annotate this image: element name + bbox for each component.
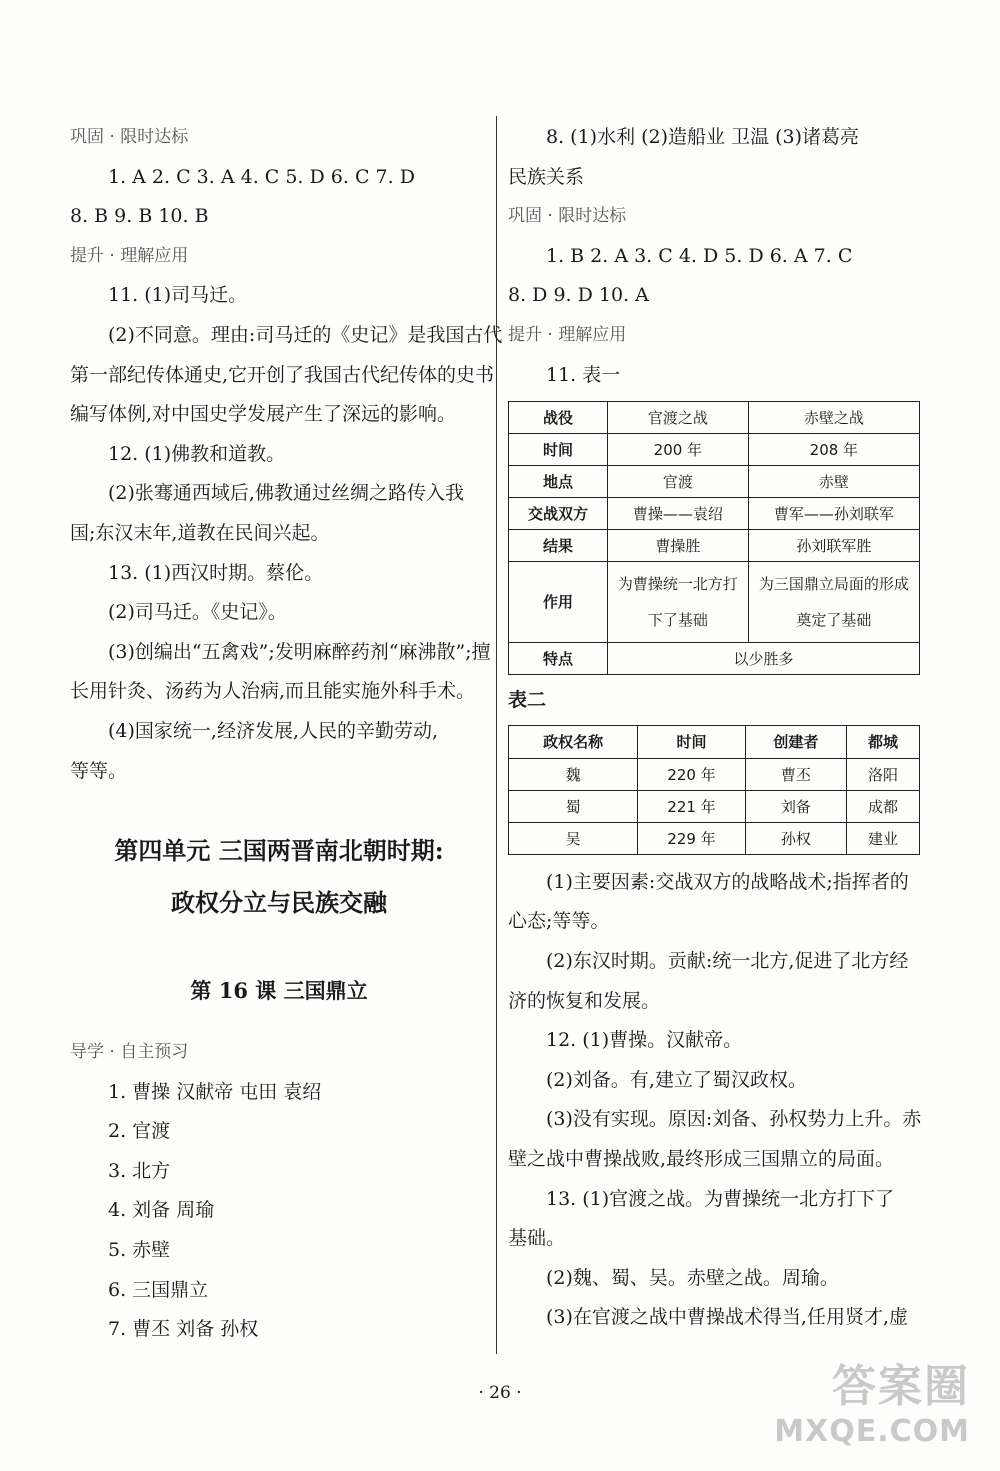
answer-line: 壁之战中曹操战败,最终形成三国鼎立的局面。 (508, 1147, 895, 1170)
table-cell: 成都 (846, 790, 919, 822)
answer-line: (2)东汉时期。贡献:统一北方,促进了北方经 (546, 949, 909, 972)
table-cell: 刘备 (745, 790, 846, 822)
table-cell: 200 年 (608, 434, 749, 466)
subheading: 民族关系 (508, 165, 585, 188)
right-column (508, 118, 928, 1338)
section-heading-consolidate: 巩固 · 限时达标 (508, 206, 627, 227)
answer-line: 第一部纪传体通史,它开创了我国古代纪传体的史书 (70, 363, 495, 386)
table-cell: 孙刘联军胜 (748, 530, 919, 562)
answer-line: 编写体例,对中国史学发展产生了深远的影响。 (70, 403, 457, 426)
unit-title: 第四单元 三国两晋南北朝时期: (114, 836, 444, 866)
column-divider (496, 116, 497, 1354)
table-cell: 以少胜多 (608, 643, 920, 675)
table-cell: 221 年 (638, 790, 746, 822)
answer-line: (1)主要因素:交战双方的战略战术;指挥者的 (546, 870, 909, 893)
unit-subtitle: 政权分立与民族交融 (171, 888, 387, 918)
section-heading-consolidate: 巩固 · 限时达标 (70, 127, 189, 147)
table-cell: 赤壁 (748, 466, 919, 498)
table-cell: 洛阳 (846, 758, 919, 790)
table-cell: 魏 (509, 758, 638, 790)
answer-line: (2)刘备。有,建立了蜀汉政权。 (546, 1068, 807, 1091)
answer-line: 11. (1)司马迁。 (108, 284, 248, 307)
section-heading-apply: 提升 · 理解应用 (70, 245, 189, 266)
answer-line: 8. (1)水利 (2)造船业 卫温 (3)诸葛亮 (546, 126, 860, 148)
table-header: 政权名称 (509, 725, 638, 758)
table-cell: 孙权 (745, 822, 846, 854)
answer-line: (2)张骞通西域后,佛教通过丝绸之路传入我 (108, 482, 464, 505)
lesson-title: 第 16 课 三国鼎立 (190, 978, 368, 1004)
answer-line: 心态;等等。 (508, 910, 610, 933)
table-cell: 地点 (509, 466, 608, 498)
answer-line: 济的恢复和发展。 (508, 989, 661, 1012)
table-header: 创建者 (745, 725, 846, 758)
answer-line: (2)不同意。理由:司马迁的《史记》是我国古代 (108, 323, 503, 346)
table-cell: 官渡之战 (608, 402, 749, 434)
table-cell: 交战双方 (509, 498, 608, 530)
page-number: · 26 · (478, 1383, 522, 1403)
answer-line: 7. 曹丕 刘备 孙权 (108, 1318, 259, 1341)
table-title: 表二 (508, 689, 547, 712)
answer-line: 基础。 (508, 1227, 566, 1250)
table-cell: 建业 (846, 822, 919, 854)
table-cell: 曹操胜 (608, 530, 749, 562)
answer-line: 6. 三国鼎立 (108, 1278, 209, 1301)
answer-line: (3)在官渡之战中曹操战术得当,任用贤才,虚 (546, 1306, 908, 1329)
answer-line: 1. B 2. A 3. C 4. D 5. D 6. A 7. C (546, 244, 853, 267)
table-cell: 吴 (509, 822, 638, 854)
answer-line: (2)魏、蜀、吴。赤壁之战。周瑜。 (546, 1266, 839, 1289)
answer-line: 12. (1)佛教和道教。 (108, 442, 286, 465)
table-cell: 蜀 (509, 790, 638, 822)
answer-line: 11. 表一 (546, 363, 621, 386)
answer-line: 1. A 2. C 3. A 4. C 5. D 6. C 7. D (108, 165, 415, 188)
answer-line: 等等。 (70, 759, 128, 782)
table-cell: 战役 (509, 402, 608, 434)
table-cell: 时间 (509, 434, 608, 466)
answer-line: 长用针灸、汤药为人治病,而且能实施外科手术。 (70, 680, 476, 703)
table-cell: 结果 (509, 530, 608, 562)
answer-line: (4)国家统一,经济发展,人民的辛勤劳动, (108, 719, 439, 742)
answer-line: (3)没有实现。原因:刘备、孙权势力上升。赤 (546, 1108, 922, 1131)
answer-line: 2. 官渡 (108, 1120, 171, 1143)
answer-line: 13. (1)西汉时期。蔡伦。 (108, 561, 324, 584)
answer-line: 8. B 9. B 10. B (70, 205, 209, 228)
table-cell: 208 年 (748, 434, 919, 466)
battle-table (508, 401, 920, 675)
answer-line: (2)司马迁。《史记》。 (108, 601, 287, 624)
left-column (70, 118, 503, 1350)
table-cell: 特点 (509, 643, 608, 675)
table-header: 时间 (638, 725, 746, 758)
answer-line: (3)创编出“五禽戏”;发明麻醉药剂“麻沸散”;擅 (108, 640, 491, 663)
section-heading-preview: 导学 · 自主预习 (70, 1042, 189, 1063)
regime-table (508, 725, 920, 855)
answer-line: 1. 曹操 汉献帝 屯田 袁绍 (108, 1080, 322, 1103)
table-cell: 为三国鼎立局面的形成奠定了基础 (748, 562, 919, 643)
answer-line: 4. 刘备 周瑜 (108, 1199, 215, 1222)
watermark-text: 答案圈 (832, 1361, 970, 1412)
answer-line: 12. (1)曹操。汉献帝。 (546, 1029, 743, 1052)
table-cell: 官渡 (608, 466, 749, 498)
table-cell: 220 年 (638, 758, 746, 790)
table-cell: 曹丕 (745, 758, 846, 790)
table-cell: 为曹操统一北方打下了基础 (608, 562, 749, 643)
table-header: 都城 (846, 725, 919, 758)
section-heading-apply: 提升 · 理解应用 (508, 324, 627, 345)
table-cell: 曹军——孙刘联军 (748, 498, 919, 530)
table-cell: 赤壁之战 (748, 402, 919, 434)
watermark-url: MXQE.COM (774, 1414, 970, 1449)
answer-line: 13. (1)官渡之战。为曹操统一北方打下了 (546, 1187, 895, 1210)
watermark-logo (774, 1350, 970, 1449)
answer-line: 5. 赤壁 (108, 1239, 171, 1262)
table-cell: 229 年 (638, 822, 746, 854)
answer-line: 3. 北方 (108, 1159, 171, 1182)
answer-line: 国;东汉末年,道教在民间兴起。 (70, 521, 330, 544)
table-cell: 曹操——袁绍 (608, 498, 749, 530)
answer-line: 8. D 9. D 10. A (508, 284, 649, 307)
table-cell: 作用 (509, 562, 608, 643)
